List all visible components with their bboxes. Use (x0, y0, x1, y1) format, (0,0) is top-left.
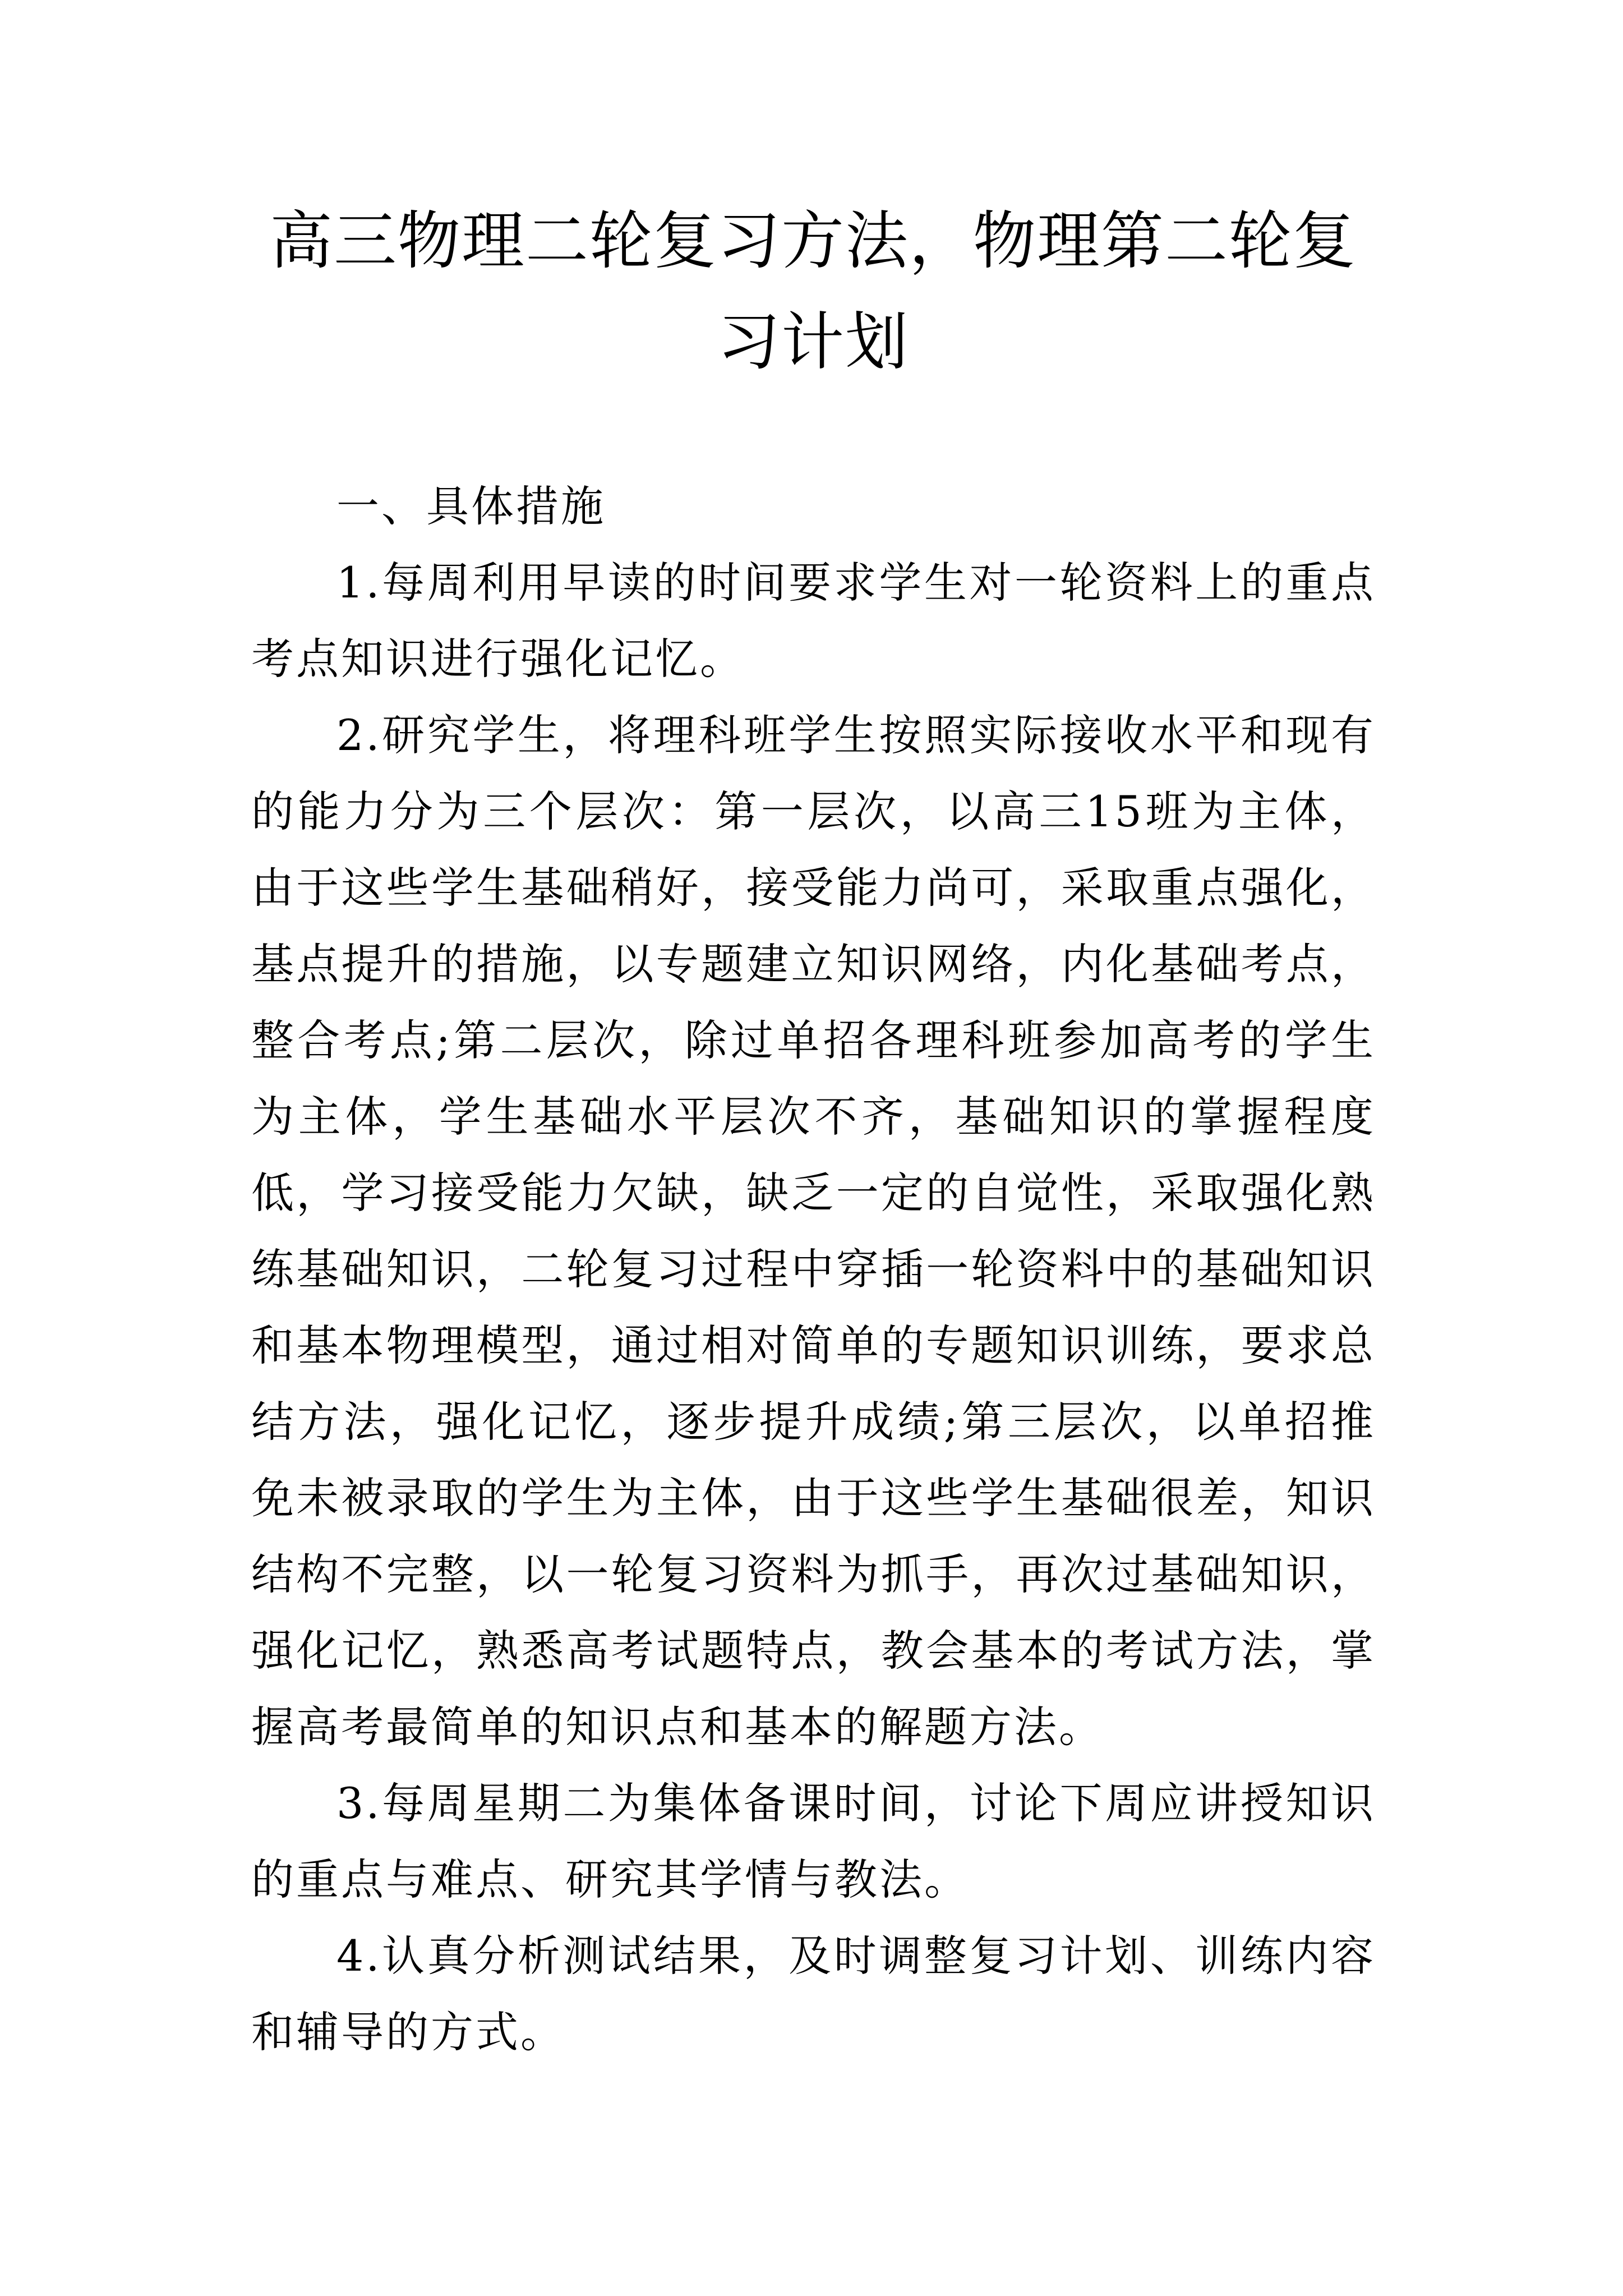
paragraph-4: 4.认真分析测试结果，及时调整复习计划、训练内容和辅导的方式。 (251, 1931, 1376, 2057)
document-title: 高三物理二轮复习方法，物理第二轮复习计划 (270, 205, 1357, 379)
paragraph-2: 2.研究学生，将理科班学生按照实际接收水平和现有的能力分为三个层次：第一层次，以高三15班为主体，由于这些学生基础稍好，接受能力尚可，采取重点强化，基点提升的措施，以专题建立知识网络，内化基础考点，整合考点;第二层次，除过单招各理科班参加高考的学生为主体，学生基础水平层次不齐，基础知识的掌握程度低，学习接受能力欠缺，缺乏一定的自觉性，采取强化熟练基础知识，二轮复习过程中穿插一轮资料中的基础知识和基本物理模型，通过相对简单的专题知识训练，要求总结方法，强化记忆，逐步提升成绩;第三层次，以单招推免未被录取的学生为主体，由于这些学生基础很差，知识结构不完整，以一轮复习资料为抓手，再次过基础知识，强化记忆，熟悉高考试题特点，教会基本的考试方法，掌握高考最简单的知识点和基本的解题方法。 (251, 710, 1376, 1752)
document-body (251, 468, 1376, 2070)
paragraph-3: 3.每周星期二为集体备课时间，讨论下周应讲授知识的重点与难点、研究其学情与教法。 (251, 1778, 1376, 1904)
section-heading: 一、具体措施 (336, 481, 606, 531)
paragraph-1: 1.每周利用早读的时间要求学生对一轮资料上的重点考点知识进行强化记忆。 (251, 558, 1376, 684)
